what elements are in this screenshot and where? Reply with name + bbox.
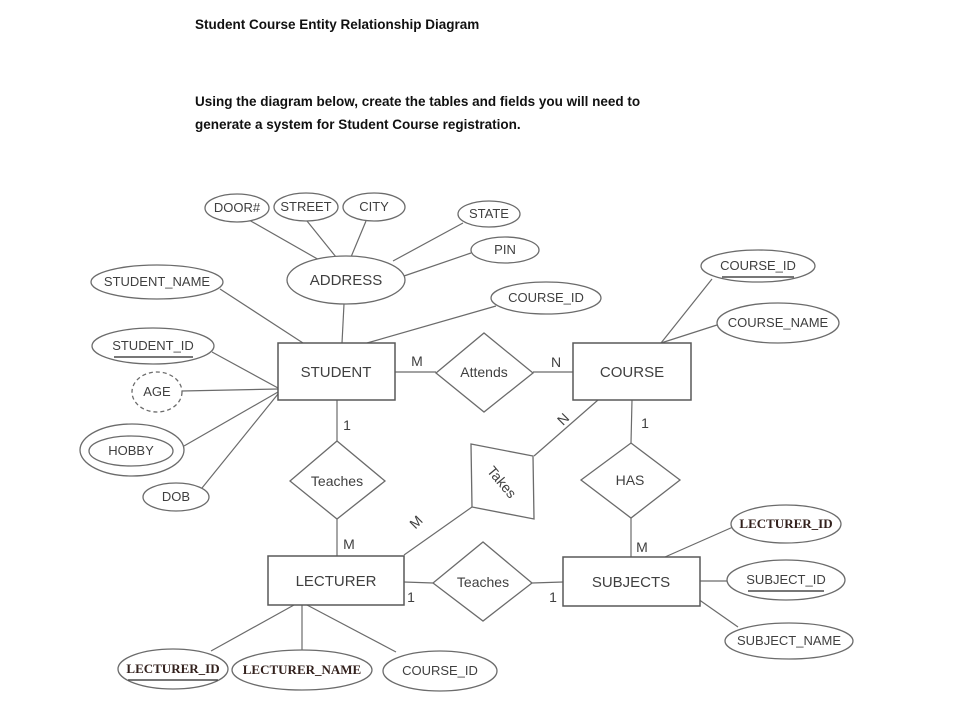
- entity-subjects-label: SUBJECTS: [591, 574, 671, 591]
- attribute-city-label: CITY: [359, 199, 389, 214]
- connector-age-student: [182, 389, 278, 391]
- attribute-city: [343, 193, 405, 221]
- attribute-course-id-course-label: COURSE_ID: [720, 258, 796, 273]
- attribute-course-id-lecturer-label: COURSE_ID: [402, 663, 478, 678]
- connector-subjects-lecturerid: [665, 527, 733, 557]
- attribute-course-name: [717, 303, 839, 343]
- attribute-lecturer-id-subjects-label: LECTURER_ID: [739, 516, 833, 531]
- connector-teaches2-subjects: [532, 582, 563, 583]
- relationship-takes-label: Takes: [484, 462, 520, 502]
- attribute-subject-id: [727, 560, 845, 600]
- relationship-teaches-upper-label: Teaches: [310, 473, 364, 489]
- entity-course: [573, 343, 691, 400]
- attribute-dob: [143, 483, 209, 511]
- connector-courseid-course: [661, 279, 712, 343]
- connector-city-address: [351, 221, 366, 257]
- attribute-subject-name-label: SUBJECT_NAME: [736, 633, 842, 648]
- connector-dob-student: [202, 394, 278, 488]
- connector-subjects-subjectname: [698, 599, 738, 627]
- connector-studentname-student: [220, 289, 303, 343]
- attribute-door: [205, 194, 269, 222]
- attribute-course-id-student-label: COURSE_ID: [508, 290, 584, 305]
- relationship-teaches-lower-label: Teaches: [456, 574, 510, 590]
- cardinality-student-attends: M: [411, 353, 423, 369]
- connector-lecturer-teaches2: [404, 582, 433, 583]
- attribute-hobby-label: HOBBY: [108, 443, 154, 458]
- attribute-lecturer-id: [118, 649, 228, 689]
- cardinality-teaches-lecturer: M: [343, 536, 355, 552]
- attribute-course-id-course: [701, 250, 815, 282]
- attribute-student-id: [92, 328, 214, 364]
- attribute-course-id-student: [491, 282, 601, 314]
- cardinality-course-takes: N: [553, 409, 573, 429]
- attribute-address: [287, 256, 405, 304]
- connector-coursename-course: [661, 325, 717, 343]
- attribute-street: [274, 193, 338, 221]
- connector-hobby-student: [184, 392, 278, 446]
- relationship-attends-label: Attends: [460, 364, 508, 380]
- cardinality-course-has: 1: [641, 415, 649, 431]
- attribute-address-label: ADDRESS: [309, 272, 383, 289]
- connector-lecturer-lecturerid: [211, 605, 294, 651]
- attribute-student-id-label: STUDENT_ID: [112, 338, 194, 353]
- connector-door-address: [249, 220, 321, 261]
- attribute-lecturer-name-label: LECTURER_NAME: [242, 662, 362, 677]
- entity-student-label: STUDENT: [300, 364, 372, 381]
- entity-lecturer: [268, 556, 404, 605]
- attribute-dob-label: DOB: [161, 489, 191, 504]
- cardinality-attends-course: N: [550, 354, 562, 370]
- connector-street-address: [307, 221, 336, 257]
- attribute-age-label: AGE: [143, 384, 171, 399]
- relationship-has-label: HAS: [615, 472, 645, 488]
- attribute-course-name-label: COURSE_NAME: [727, 315, 829, 330]
- attribute-state: [458, 201, 520, 227]
- entity-course-label: COURSE: [599, 364, 665, 381]
- attribute-state-label: STATE: [469, 206, 509, 221]
- attribute-student-name-label: STUDENT_NAME: [103, 274, 211, 289]
- relationship-teaches-lower: [433, 542, 532, 621]
- attribute-subject-id-label: SUBJECT_ID: [746, 572, 826, 587]
- connector-courseid-student: [367, 306, 496, 343]
- cardinality-takes-lecturer: M: [406, 512, 426, 532]
- connector-lecturer-courseid: [307, 605, 396, 652]
- entity-lecturer-label: LECTURER: [295, 573, 377, 590]
- attribute-pin: [471, 237, 539, 263]
- connector-studentid-student: [212, 352, 278, 388]
- attribute-course-id-lecturer: [383, 651, 497, 691]
- connector-course-has: [631, 400, 632, 443]
- connector-pin-address: [404, 253, 471, 276]
- attribute-lecturer-id-subjects: [731, 505, 841, 543]
- cardinality-student-teaches: 1: [343, 417, 351, 433]
- entity-subjects: [563, 557, 700, 606]
- attribute-hobby: [80, 424, 184, 476]
- instructions-line-1: Using the diagram below, create the tables and fields you will need to: [195, 94, 641, 109]
- connector-course-takes: [534, 400, 598, 456]
- relationship-takes: [471, 444, 534, 519]
- attribute-age: [132, 372, 182, 412]
- attribute-pin-label: PIN: [494, 242, 516, 257]
- attribute-street-label: STREET: [280, 199, 332, 214]
- cardinality-lecturer-teaches: 1: [407, 589, 415, 605]
- connector-state-address: [393, 223, 463, 261]
- attribute-subject-name: [725, 623, 853, 659]
- connector-address-student: [342, 304, 344, 343]
- cardinality-teaches-subjects: 1: [549, 589, 557, 605]
- instructions-line-2: generate a system for Student Course registration.: [195, 117, 521, 132]
- attribute-student-name: [91, 265, 223, 299]
- attribute-door-label: DOOR#: [213, 200, 261, 215]
- relationship-has: [581, 443, 680, 518]
- cardinality-has-subjects: M: [636, 539, 648, 555]
- relationship-teaches-upper: [290, 441, 385, 519]
- entity-student: [278, 343, 395, 400]
- attribute-lecturer-id-label: LECTURER_ID: [126, 661, 220, 676]
- relationship-attends: [436, 333, 533, 412]
- document-title: Student Course Entity Relationship Diagram: [195, 17, 480, 32]
- attribute-lecturer-name: [232, 650, 372, 690]
